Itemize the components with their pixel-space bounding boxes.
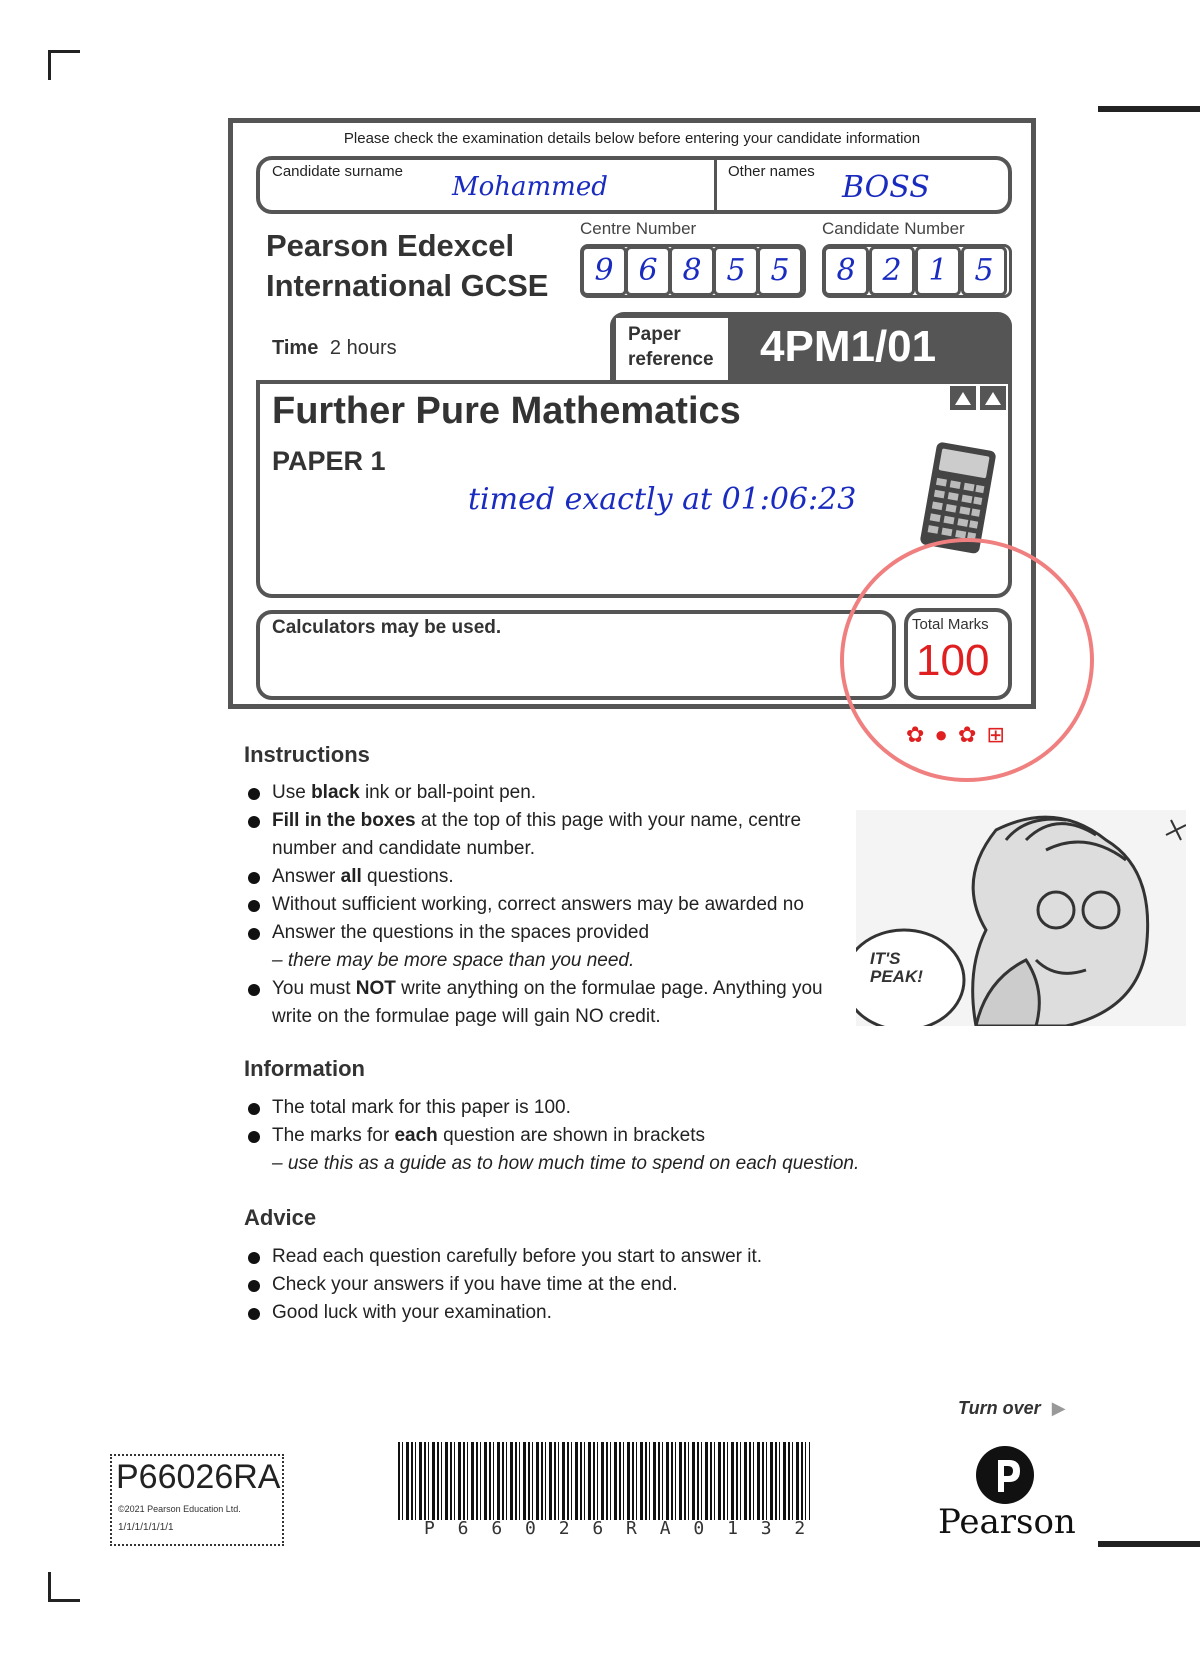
list-item: The total mark for this paper is 100. [244, 1094, 944, 1122]
list-item: You must NOT write anything on the formulae page. Anything you write on the formulae page will gain NO credit. [244, 975, 854, 1031]
paper-number: PAPER 1 [272, 446, 386, 476]
time-info [272, 337, 397, 360]
triangle-up-icon [950, 386, 976, 410]
handwritten-note: timed exactly at 01:06:23 [468, 482, 857, 517]
other-names-label: Other names [728, 163, 815, 180]
edge-mark-top-right [1098, 106, 1200, 112]
candidate-digit[interactable]: 1 [915, 246, 961, 296]
list-item: Fill in the boxes at the top of this page with your name, centre number and candidate number. [244, 807, 854, 863]
list-item: Answer the questions in the spaces provided – there may be more space than you need. [244, 919, 854, 975]
total-marks-label: Total Marks [912, 616, 989, 633]
information-heading: Information [244, 1056, 365, 1081]
barcode [398, 1442, 810, 1520]
pearson-logo-text: Pearson [938, 1502, 1076, 1542]
list-item: Answer all questions. [244, 863, 854, 891]
copyright: ©2021 Pearson Education Ltd. [118, 1504, 241, 1514]
candidate-digit[interactable]: 8 [823, 246, 869, 296]
paper-ref-label-1: Paper [628, 324, 681, 345]
information-list [244, 1094, 944, 1178]
board-name-line1: Pearson Edexcel [266, 228, 515, 263]
list-item: Check your answers if you have time at the end. [244, 1271, 944, 1299]
turn-over-label: Turn over [958, 1398, 1041, 1418]
barcode-text: P 6 6 0 2 6 R A 0 1 3 2 [424, 1518, 812, 1539]
board-name-line2: International GCSE [266, 268, 549, 303]
centre-digit[interactable]: 5 [713, 246, 759, 296]
candidate-digit[interactable]: 5 [961, 246, 1007, 296]
subject-title: Further Pure Mathematics [272, 390, 741, 432]
centre-digit[interactable]: 8 [669, 246, 715, 296]
edge-mark-bottom-right [1098, 1541, 1200, 1547]
crop-mark-top-left-v [48, 50, 51, 80]
surname-field[interactable]: Mohammed [452, 172, 608, 202]
comic-illustration [856, 810, 1186, 1026]
time-label: Time [272, 337, 319, 359]
list-item: Read each question carefully before you start to answer it. [244, 1243, 944, 1271]
turn-over [958, 1398, 1066, 1419]
list-item: The marks for each question are shown in brackets – use this as a guide as to how much time to spend on each question. [244, 1122, 944, 1178]
advice-list [244, 1243, 944, 1327]
speech-bubble-text: IT'S PEAK! [870, 949, 923, 986]
surname-label: Candidate surname [272, 163, 403, 180]
paper-reference: 4PM1/01 [760, 322, 937, 371]
candidate-digit[interactable]: 2 [869, 246, 915, 296]
pearson-logo-icon [976, 1446, 1034, 1504]
centre-digit[interactable]: 9 [581, 246, 627, 296]
crop-mark-top-left-h [48, 50, 80, 53]
instructions-heading: Instructions [244, 742, 370, 767]
candidate-number-label: Candidate Number [822, 219, 965, 238]
paper-code: P66026RA [116, 1458, 281, 1496]
instructions-list [244, 779, 854, 1031]
crop-mark-bottom-left-v [48, 1572, 51, 1602]
codes-line: 1/1/1/1/1/1/1 [118, 1522, 174, 1533]
calculators-note: Calculators may be used. [272, 617, 502, 638]
name-divider [714, 158, 717, 212]
centre-number-label: Centre Number [580, 219, 697, 238]
other-names-field[interactable]: BOSS [842, 170, 930, 205]
arrow-right-icon: ▶ [1051, 1398, 1066, 1418]
list-item: Good luck with your examination. [244, 1299, 944, 1327]
advice-heading: Advice [244, 1205, 317, 1230]
centre-digit[interactable]: 5 [757, 246, 803, 296]
time-value: 2 hours [329, 337, 397, 359]
paper-ref-label-2: reference [628, 349, 714, 370]
emoji-stickers: ✿ ● ✿ ⊞ [906, 722, 1007, 747]
crop-mark-bottom-left-h [48, 1599, 80, 1602]
triangle-up-icon [980, 386, 1006, 410]
check-notice: Please check the examination details below before entering your candidate information [343, 130, 921, 147]
list-item: Without sufficient working, correct answers may be awarded no [244, 891, 854, 919]
centre-digit[interactable]: 6 [625, 246, 671, 296]
list-item: Use black ink or ball-point pen. [244, 779, 854, 807]
total-marks-value: 100 [916, 636, 990, 685]
